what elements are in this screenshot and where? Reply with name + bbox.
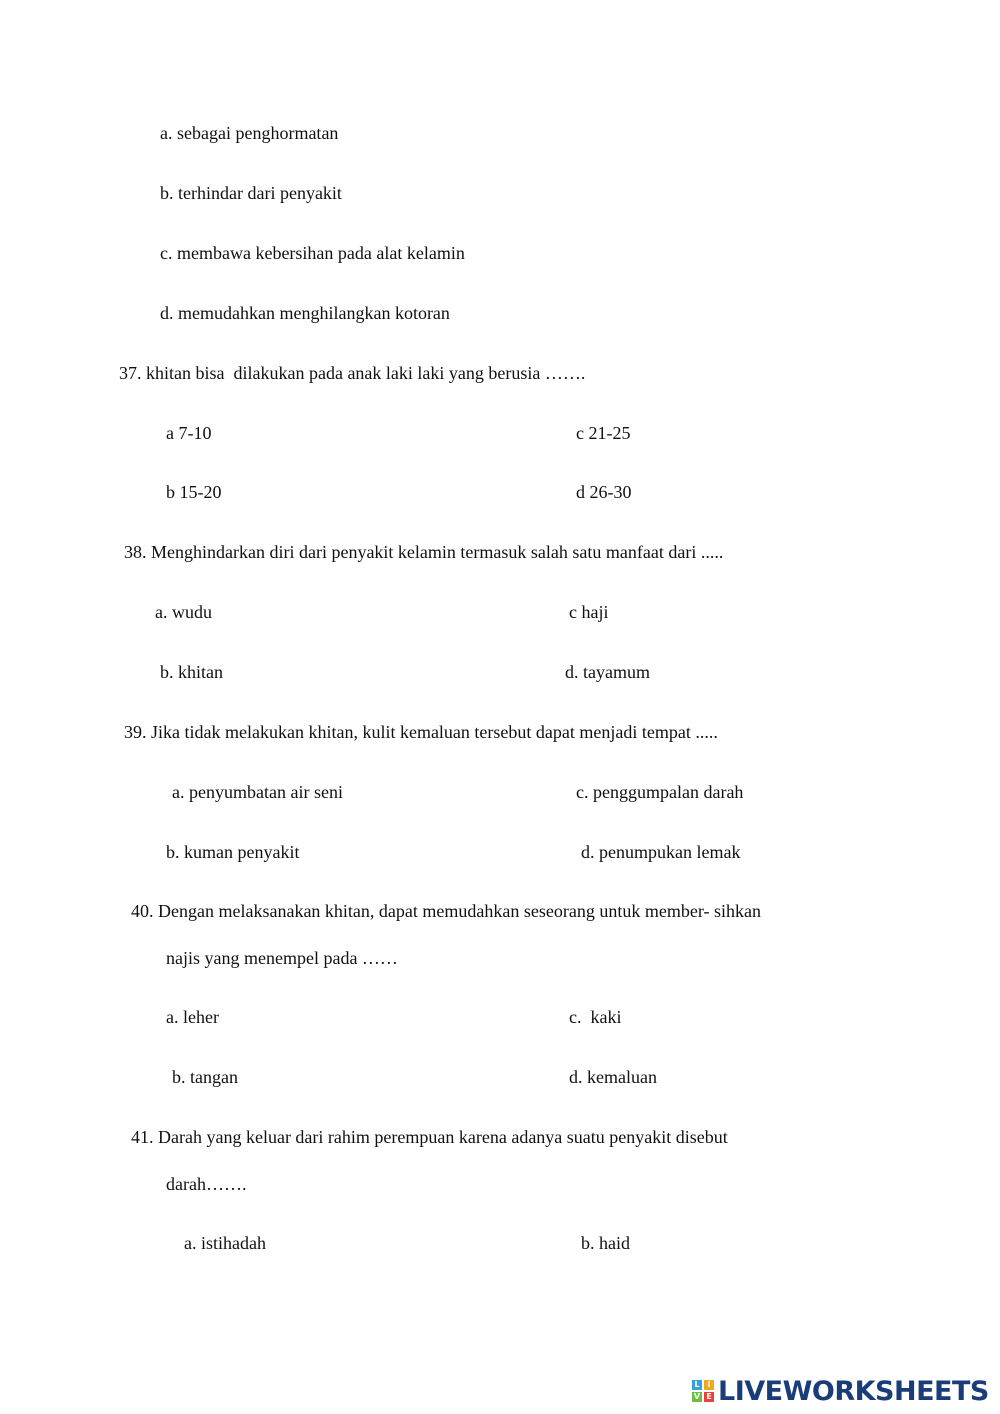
q37-option-c: c 21-25 [576, 423, 631, 443]
logo-mark-v: V [693, 1392, 701, 1401]
q37-option-b: b 15-20 [166, 482, 222, 502]
q40-question-line2: najis yang menempel pada …… [166, 948, 398, 968]
q37-question: 37. khitan bisa dilakukan pada anak laki laki yang berusia ……. [119, 363, 586, 383]
q41-question-line2: darah……. [166, 1174, 247, 1194]
q40-option-a: a. leher [166, 1007, 219, 1027]
q39-option-c: c. penggumpalan darah [576, 782, 744, 802]
q40-question-line1: 40. Dengan melaksanakan khitan, dapat memudahkan seseorang untuk member- sihkan [131, 901, 761, 921]
q40-option-d: d. kemaluan [569, 1067, 657, 1087]
q41-question-line1: 41. Darah yang keluar dari rahim perempuan karena adanya suatu penyakit disebut [131, 1127, 728, 1147]
q37-option-a: a 7-10 [166, 423, 212, 443]
q36-option-d: d. memudahkan menghilangkan kotoran [160, 303, 450, 323]
q39-option-a: a. penyumbatan air seni [172, 782, 343, 802]
q39-option-b: b. kuman penyakit [166, 842, 300, 862]
logo-mark-e: E [704, 1392, 714, 1402]
q38-option-a: a. wudu [155, 602, 212, 622]
q41-option-b: b. haid [581, 1233, 630, 1253]
liveworksheets-logo [692, 1374, 989, 1408]
q36-option-c: c. membawa kebersihan pada alat kelamin [160, 243, 465, 263]
q38-option-d: d. tayamum [565, 662, 650, 682]
logo-mark-i: I [704, 1380, 714, 1390]
q38-option-c: c haji [569, 602, 609, 622]
q36-option-b: b. terhindar dari penyakit [160, 183, 342, 203]
q39-option-d: d. penumpukan lemak [581, 842, 741, 862]
q38-question: 38. Menghindarkan diri dari penyakit kelamin termasuk salah satu manfaat dari ..... [124, 542, 724, 562]
q41-option-a: a. istihadah [184, 1233, 266, 1253]
liveworksheets-logo-icon [692, 1380, 714, 1402]
q39-question: 39. Jika tidak melakukan khitan, kulit kemaluan tersebut dapat menjadi tempat ..... [124, 722, 718, 742]
q37-option-d: d 26-30 [576, 482, 632, 502]
q40-option-b: b. tangan [172, 1067, 238, 1087]
logo-mark-l: L [692, 1380, 702, 1390]
q40-option-c: c. kaki [569, 1007, 622, 1027]
q38-option-b: b. khitan [160, 662, 223, 682]
q36-option-a: a. sebagai penghormatan [160, 123, 339, 143]
liveworksheets-logo-text: LIVEWORKSHEETS [718, 1375, 989, 1407]
